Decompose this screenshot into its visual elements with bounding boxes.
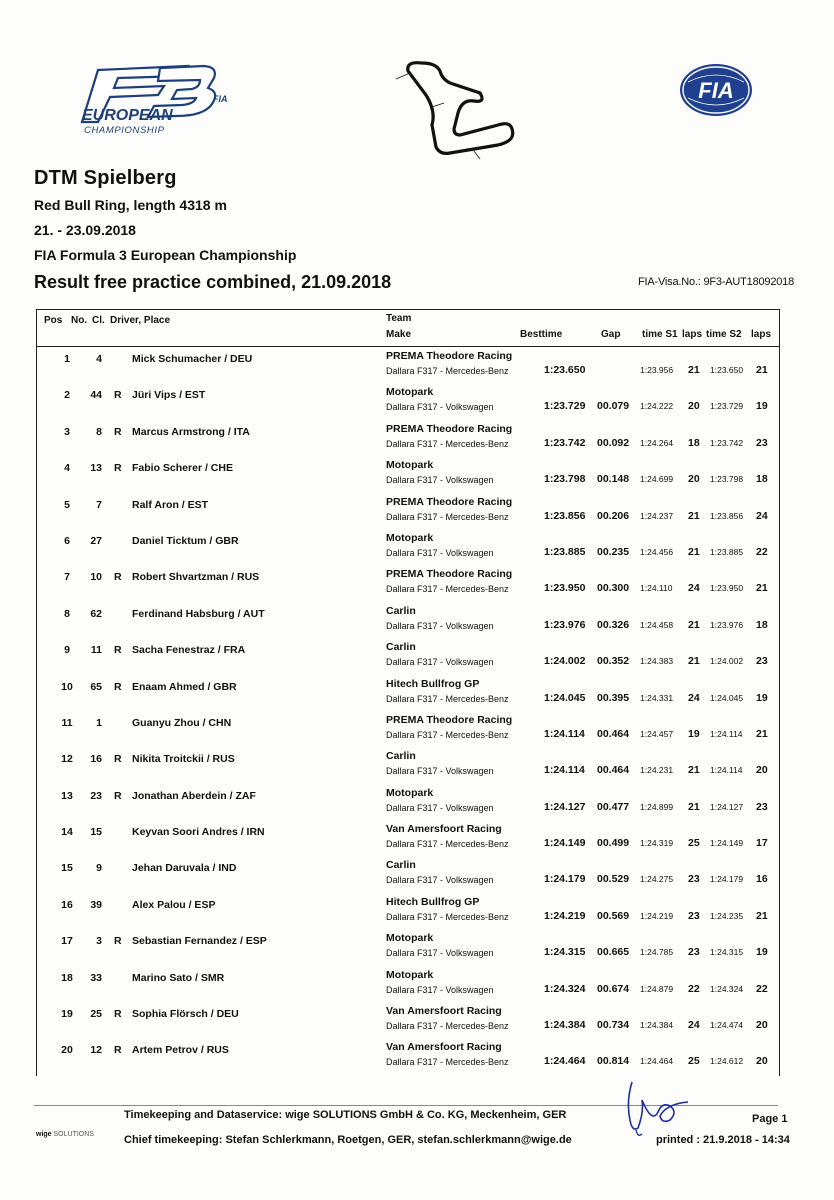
cell-laps: 18 bbox=[756, 618, 768, 631]
cell-driver: Daniel Ticktum / GBR bbox=[132, 534, 239, 547]
series-name: FIA Formula 3 European Championship bbox=[34, 247, 297, 263]
cell-driver: Alex Palou / ESP bbox=[132, 898, 216, 911]
header-cl: Cl. bbox=[92, 315, 105, 326]
cell-time-s2: 1:24.127 bbox=[710, 801, 744, 812]
cell-gap: 00.464 bbox=[597, 727, 630, 740]
cell-laps: 22 bbox=[756, 545, 768, 558]
cell-position: 8 bbox=[64, 607, 70, 620]
cell-time-s2: 1:24.002 bbox=[710, 656, 744, 667]
cell-team: Motopark bbox=[386, 459, 434, 472]
table-row bbox=[36, 638, 780, 674]
cell-s1-laps: 21 bbox=[688, 618, 700, 631]
cell-time-s1: 1:23.956 bbox=[640, 365, 674, 375]
cell-car-number: 65 bbox=[90, 680, 102, 693]
cell-driver: Keyvan Soori Andres / IRN bbox=[132, 826, 265, 839]
cell-gap: 00.464 bbox=[597, 764, 630, 777]
cell-car-number: 10 bbox=[90, 571, 102, 584]
cell-s1-laps: 21 bbox=[688, 764, 700, 777]
cell-car-number: 3 bbox=[96, 935, 102, 948]
cell-besttime: 1:24.315 bbox=[544, 946, 586, 959]
cell-time-s2: 1:24.179 bbox=[710, 874, 744, 885]
table-row bbox=[36, 856, 780, 892]
cell-besttime: 1:23.650 bbox=[544, 364, 586, 376]
cell-position: 5 bbox=[64, 498, 70, 511]
cell-car-number: 7 bbox=[96, 498, 102, 511]
fia-visa-number: FIA-Visa.No.: 9F3-AUT18092018 bbox=[638, 276, 795, 288]
cell-laps: 20 bbox=[756, 764, 768, 777]
wige-logo bbox=[36, 1131, 94, 1138]
cell-time-s1: 1:24.331 bbox=[640, 692, 674, 703]
cell-time-s2: 1:24.612 bbox=[710, 1056, 744, 1067]
header-team: Team bbox=[386, 313, 412, 324]
cell-class: R bbox=[114, 680, 122, 693]
cell-driver: Jüri Vips / EST bbox=[132, 389, 206, 402]
cell-gap: 00.300 bbox=[597, 582, 630, 595]
cell-time-s2: 1:24.235 bbox=[710, 910, 744, 921]
cell-car-number: 12 bbox=[90, 1044, 102, 1057]
cell-time-s1: 1:24.222 bbox=[640, 401, 674, 412]
cell-gap: 00.665 bbox=[597, 946, 630, 959]
header-time-s2: time S2 bbox=[706, 329, 742, 340]
cell-position: 13 bbox=[61, 789, 73, 802]
header-besttime: Besttime bbox=[520, 329, 563, 340]
cell-team: PREMA Theodore Racing bbox=[386, 713, 513, 726]
cell-driver: Sophia Flörsch / DEU bbox=[132, 1008, 239, 1021]
cell-position: 14 bbox=[61, 826, 73, 839]
cell-class: R bbox=[114, 389, 122, 402]
cell-class: R bbox=[114, 935, 122, 948]
cell-gap: 00.079 bbox=[597, 400, 630, 413]
event-dates: 21. - 23.09.2018 bbox=[34, 222, 136, 238]
cell-laps: 23 bbox=[756, 800, 768, 813]
cell-time-s1: 1:24.237 bbox=[640, 510, 674, 521]
cell-car-number: 62 bbox=[90, 607, 102, 620]
cell-laps: 19 bbox=[756, 691, 768, 704]
cell-besttime: 1:23.950 bbox=[544, 582, 586, 595]
table-row bbox=[36, 929, 780, 965]
cell-time-s2: 1:24.114 bbox=[710, 728, 743, 739]
cell-gap: 00.092 bbox=[597, 436, 630, 449]
cell-time-s1: 1:24.457 bbox=[640, 728, 674, 739]
cell-time-s1: 1:24.231 bbox=[640, 765, 674, 776]
table-row bbox=[36, 966, 780, 1002]
cell-driver: Jonathan Aberdein / ZAF bbox=[132, 789, 256, 802]
event-title: DTM Spielberg bbox=[34, 167, 177, 189]
table-row bbox=[36, 420, 780, 456]
table-row bbox=[36, 711, 780, 747]
cell-car-number: 27 bbox=[90, 534, 102, 547]
cell-time-s2: 1:23.729 bbox=[710, 401, 744, 412]
cell-class: R bbox=[114, 644, 122, 657]
cell-team: Carlin bbox=[386, 641, 416, 654]
cell-position: 2 bbox=[64, 389, 70, 402]
cell-driver: Enaam Ahmed / GBR bbox=[132, 680, 237, 693]
cell-position: 10 bbox=[61, 680, 73, 693]
cell-besttime: 1:23.729 bbox=[544, 400, 586, 413]
cell-laps: 21 bbox=[756, 364, 768, 376]
fia-logo-text: FIA bbox=[698, 78, 734, 103]
cell-position: 16 bbox=[61, 898, 73, 911]
cell-position: 15 bbox=[61, 862, 73, 875]
cell-car-number: 23 bbox=[90, 789, 102, 802]
cell-s1-laps: 21 bbox=[688, 364, 700, 376]
cell-position: 12 bbox=[61, 753, 73, 766]
table-row bbox=[36, 820, 780, 856]
cell-driver: Guanyu Zhou / CHN bbox=[132, 716, 232, 729]
cell-make: Dallara F317 - Volkswagen bbox=[386, 402, 494, 413]
timekeeping-info: Timekeeping and Dataservice: wige SOLUTIONS GmbH & Co. KG, Meckenheim, GER bbox=[124, 1109, 567, 1121]
table-row bbox=[36, 529, 780, 565]
cell-time-s1: 1:24.464 bbox=[640, 1056, 674, 1067]
cell-class: R bbox=[114, 425, 122, 438]
cell-besttime: 1:24.464 bbox=[544, 1055, 586, 1068]
cell-team: PREMA Theodore Racing bbox=[386, 495, 513, 508]
cell-laps: 23 bbox=[756, 436, 768, 449]
header-pos: Pos bbox=[44, 315, 63, 326]
cell-team: Van Amersfoort Racing bbox=[386, 823, 502, 836]
cell-position: 9 bbox=[64, 644, 70, 657]
header-make: Make bbox=[386, 329, 412, 340]
cell-besttime: 1:23.856 bbox=[544, 509, 586, 522]
cell-time-s1: 1:24.219 bbox=[640, 910, 674, 921]
cell-s1-laps: 20 bbox=[688, 400, 700, 413]
cell-driver: Sebastian Fernandez / ESP bbox=[132, 935, 267, 948]
cell-besttime: 1:24.045 bbox=[544, 691, 586, 704]
cell-car-number: 13 bbox=[90, 462, 102, 475]
cell-class: R bbox=[114, 571, 122, 584]
cell-besttime: 1:23.798 bbox=[544, 473, 586, 486]
cell-gap: 00.814 bbox=[597, 1055, 630, 1068]
cell-time-s1: 1:24.384 bbox=[640, 1020, 674, 1031]
cell-laps: 19 bbox=[756, 400, 768, 413]
cell-gap: 00.352 bbox=[597, 655, 630, 668]
track-map-icon bbox=[370, 55, 530, 170]
cell-driver: Nikita Troitckii / RUS bbox=[132, 753, 235, 766]
cell-s1-laps: 24 bbox=[688, 691, 700, 704]
cell-driver: Marino Sato / SMR bbox=[132, 971, 225, 984]
results-table-body bbox=[36, 347, 780, 1075]
header-gap: Gap bbox=[601, 329, 621, 340]
cell-laps: 20 bbox=[756, 1019, 768, 1032]
cell-make: Dallara F317 - Mercedes-Benz bbox=[386, 511, 509, 522]
cell-besttime: 1:24.127 bbox=[544, 800, 586, 813]
cell-s1-laps: 23 bbox=[688, 873, 700, 886]
cell-car-number: 15 bbox=[90, 826, 102, 839]
logo-word-european: EUROPEAN bbox=[82, 107, 173, 124]
cell-make: Dallara F317 - Mercedes-Benz bbox=[386, 693, 509, 704]
cell-time-s1: 1:24.899 bbox=[640, 801, 674, 812]
cell-time-s2: 1:24.045 bbox=[710, 692, 744, 703]
cell-driver: Artem Petrov / RUS bbox=[132, 1044, 229, 1057]
cell-position: 18 bbox=[61, 971, 73, 984]
cell-s1-laps: 21 bbox=[688, 545, 700, 558]
cell-besttime: 1:24.219 bbox=[544, 909, 586, 922]
cell-driver: Marcus Armstrong / ITA bbox=[132, 425, 250, 438]
cell-make: Dallara F317 - Mercedes-Benz bbox=[386, 1057, 509, 1068]
cell-laps: 19 bbox=[756, 946, 768, 959]
cell-laps: 16 bbox=[756, 873, 768, 886]
cell-s1-laps: 21 bbox=[688, 509, 700, 522]
cell-laps: 21 bbox=[756, 582, 768, 595]
header-time-s1: time S1 bbox=[642, 329, 678, 340]
cell-driver: Jehan Daruvala / IND bbox=[132, 862, 237, 875]
cell-gap: 00.235 bbox=[597, 545, 630, 558]
cell-make: Dallara F317 - Mercedes-Benz bbox=[386, 1021, 509, 1032]
cell-make: Dallara F317 - Volkswagen bbox=[386, 948, 494, 959]
cell-team: PREMA Theodore Racing bbox=[386, 350, 513, 362]
cell-besttime: 1:24.114 bbox=[544, 727, 585, 740]
cell-driver: Mick Schumacher / DEU bbox=[132, 353, 253, 365]
cell-position: 6 bbox=[64, 534, 70, 547]
cell-laps: 21 bbox=[756, 727, 768, 740]
cell-time-s1: 1:24.383 bbox=[640, 656, 674, 667]
cell-s1-laps: 24 bbox=[688, 582, 700, 595]
cell-s1-laps: 22 bbox=[688, 982, 700, 995]
cell-s1-laps: 24 bbox=[688, 1019, 700, 1032]
cell-team: Van Amersfoort Racing bbox=[386, 1041, 502, 1054]
cell-gap: 00.148 bbox=[597, 473, 630, 486]
cell-s1-laps: 18 bbox=[688, 436, 700, 449]
printed-timestamp: printed : 21.9.2018 - 14:34 bbox=[656, 1134, 790, 1146]
cell-make: Dallara F317 - Volkswagen bbox=[386, 547, 494, 558]
cell-make: Dallara F317 - Mercedes-Benz bbox=[386, 366, 509, 376]
cell-time-s2: 1:24.114 bbox=[710, 765, 743, 776]
cell-time-s2: 1:24.149 bbox=[710, 838, 744, 849]
venue-info: Red Bull Ring, length 4318 m bbox=[34, 197, 227, 213]
cell-time-s2: 1:23.856 bbox=[710, 510, 744, 521]
cell-time-s1: 1:24.785 bbox=[640, 947, 674, 958]
table-row bbox=[36, 1002, 780, 1038]
table-row bbox=[36, 1038, 780, 1074]
cell-driver: Sacha Fenestraz / FRA bbox=[132, 644, 246, 657]
cell-team: Motopark bbox=[386, 386, 434, 399]
cell-car-number: 16 bbox=[90, 753, 102, 766]
cell-team: Carlin bbox=[386, 604, 416, 617]
cell-driver: Ralf Aron / EST bbox=[132, 498, 209, 511]
cell-gap: 00.674 bbox=[597, 982, 630, 995]
cell-position: 20 bbox=[61, 1044, 73, 1057]
cell-driver: Fabio Scherer / CHE bbox=[132, 462, 233, 475]
cell-position: 4 bbox=[64, 462, 70, 475]
cell-class: R bbox=[114, 789, 122, 802]
cell-besttime: 1:23.742 bbox=[544, 436, 586, 449]
cell-make: Dallara F317 - Mercedes-Benz bbox=[386, 584, 509, 595]
cell-gap: 00.569 bbox=[597, 909, 630, 922]
header-laps: laps bbox=[751, 329, 772, 340]
session-title: Result free practice combined, 21.09.2018 bbox=[34, 272, 392, 292]
cell-besttime: 1:24.324 bbox=[544, 982, 586, 995]
cell-time-s1: 1:24.458 bbox=[640, 619, 674, 630]
cell-time-s2: 1:23.885 bbox=[710, 546, 744, 557]
cell-team: PREMA Theodore Racing bbox=[386, 568, 513, 581]
logo-fia-small: FIA bbox=[213, 94, 228, 104]
f3-european-championship-logo bbox=[68, 62, 238, 142]
wige-suffix: SOLUTIONS bbox=[53, 1131, 94, 1138]
cell-time-s2: 1:24.324 bbox=[710, 983, 744, 994]
table-row bbox=[36, 602, 780, 638]
cell-laps: 20 bbox=[756, 1055, 768, 1068]
cell-car-number: 8 bbox=[96, 425, 102, 438]
cell-besttime: 1:24.384 bbox=[544, 1019, 586, 1032]
header-s1-laps: laps bbox=[682, 329, 703, 340]
cell-team: Carlin bbox=[386, 859, 416, 872]
cell-gap: 00.395 bbox=[597, 691, 630, 704]
cell-laps: 21 bbox=[756, 909, 768, 922]
cell-gap: 00.206 bbox=[597, 509, 630, 522]
cell-gap: 00.326 bbox=[597, 618, 630, 631]
cell-besttime: 1:24.114 bbox=[544, 764, 585, 777]
cell-car-number: 9 bbox=[96, 862, 102, 875]
cell-s1-laps: 19 bbox=[688, 727, 700, 740]
cell-time-s2: 1:23.742 bbox=[710, 437, 744, 448]
cell-class: R bbox=[114, 1044, 122, 1057]
cell-s1-laps: 20 bbox=[688, 473, 700, 486]
table-row bbox=[36, 893, 780, 929]
cell-time-s1: 1:24.879 bbox=[640, 983, 674, 994]
cell-time-s2: 1:23.650 bbox=[710, 365, 744, 375]
cell-time-s2: 1:24.315 bbox=[710, 947, 744, 958]
table-row bbox=[36, 565, 780, 601]
cell-class: R bbox=[114, 462, 122, 475]
fia-logo bbox=[676, 60, 756, 120]
cell-make: Dallara F317 - Volkswagen bbox=[386, 875, 494, 886]
cell-make: Dallara F317 - Volkswagen bbox=[386, 475, 494, 486]
cell-driver: Ferdinand Habsburg / AUT bbox=[132, 607, 265, 620]
cell-besttime: 1:23.976 bbox=[544, 618, 586, 631]
cell-car-number: 39 bbox=[90, 898, 102, 911]
cell-make: Dallara F317 - Volkswagen bbox=[386, 620, 494, 631]
cell-make: Dallara F317 - Mercedes-Benz bbox=[386, 729, 509, 740]
wige-brand: wige bbox=[36, 1131, 52, 1138]
cell-team: Hitech Bullfrog GP bbox=[386, 677, 480, 690]
page-number: Page 1 bbox=[752, 1113, 788, 1125]
cell-make: Dallara F317 - Mercedes-Benz bbox=[386, 911, 509, 922]
cell-laps: 24 bbox=[756, 509, 768, 522]
cell-class: R bbox=[114, 753, 122, 766]
cell-car-number: 1 bbox=[96, 716, 102, 729]
logo-word-championship: CHAMPIONSHIP bbox=[84, 125, 165, 136]
cell-car-number: 4 bbox=[96, 353, 102, 365]
table-row bbox=[36, 383, 780, 419]
table-row bbox=[36, 493, 780, 529]
cell-car-number: 33 bbox=[90, 971, 102, 984]
cell-time-s1: 1:24.275 bbox=[640, 874, 674, 885]
cell-position: 3 bbox=[64, 425, 70, 438]
cell-team: Motopark bbox=[386, 968, 434, 981]
cell-position: 11 bbox=[61, 716, 73, 729]
cell-driver: Robert Shvartzman / RUS bbox=[132, 571, 260, 584]
cell-time-s1: 1:24.699 bbox=[640, 474, 674, 485]
cell-make: Dallara F317 - Volkswagen bbox=[386, 984, 494, 995]
table-row bbox=[36, 456, 780, 492]
cell-team: Motopark bbox=[386, 531, 434, 544]
cell-besttime: 1:23.885 bbox=[544, 545, 586, 558]
signature bbox=[612, 1072, 692, 1142]
cell-s1-laps: 25 bbox=[688, 1055, 700, 1068]
cell-team: Hitech Bullfrog GP bbox=[386, 895, 480, 908]
cell-besttime: 1:24.179 bbox=[544, 873, 586, 886]
cell-make: Dallara F317 - Volkswagen bbox=[386, 657, 494, 668]
cell-gap: 00.529 bbox=[597, 873, 630, 886]
cell-time-s2: 1:23.976 bbox=[710, 619, 744, 630]
table-row bbox=[36, 675, 780, 711]
cell-gap: 00.499 bbox=[597, 837, 630, 850]
cell-car-number: 25 bbox=[90, 1008, 102, 1021]
cell-position: 7 bbox=[64, 571, 70, 584]
cell-make: Dallara F317 - Volkswagen bbox=[386, 802, 494, 813]
cell-team: Van Amersfoort Racing bbox=[386, 1005, 502, 1018]
cell-time-s2: 1:23.798 bbox=[710, 474, 744, 485]
cell-team: Motopark bbox=[386, 786, 434, 799]
header-no: No. bbox=[71, 315, 88, 326]
cell-laps: 22 bbox=[756, 982, 768, 995]
cell-gap: 00.477 bbox=[597, 800, 630, 813]
cell-besttime: 1:24.149 bbox=[544, 837, 586, 850]
cell-laps: 17 bbox=[756, 837, 768, 850]
cell-time-s1: 1:24.264 bbox=[640, 437, 674, 448]
table-row bbox=[36, 747, 780, 783]
cell-team: PREMA Theodore Racing bbox=[386, 422, 513, 435]
cell-team: Motopark bbox=[386, 932, 434, 945]
cell-laps: 23 bbox=[756, 655, 768, 668]
cell-position: 17 bbox=[61, 935, 73, 948]
cell-besttime: 1:24.002 bbox=[544, 655, 586, 668]
cell-time-s2: 1:23.950 bbox=[710, 583, 744, 594]
cell-position: 19 bbox=[61, 1008, 73, 1021]
cell-gap: 00.734 bbox=[597, 1019, 630, 1032]
cell-s1-laps: 21 bbox=[688, 655, 700, 668]
cell-s1-laps: 21 bbox=[688, 800, 700, 813]
cell-time-s1: 1:24.110 bbox=[640, 583, 673, 594]
cell-position: 1 bbox=[64, 353, 70, 365]
header-driver: Driver, Place bbox=[110, 315, 171, 326]
cell-s1-laps: 25 bbox=[688, 837, 700, 850]
cell-s1-laps: 23 bbox=[688, 909, 700, 922]
cell-time-s1: 1:24.456 bbox=[640, 546, 674, 557]
cell-team: Carlin bbox=[386, 750, 416, 763]
cell-s1-laps: 23 bbox=[688, 946, 700, 959]
chief-timekeeping-info: Chief timekeeping: Stefan Schlerkmann, Roetgen, GER, stefan.schlerkmann@wige.de bbox=[124, 1134, 572, 1146]
results-table-header bbox=[36, 309, 780, 347]
cell-laps: 18 bbox=[756, 473, 768, 486]
cell-car-number: 44 bbox=[90, 389, 102, 402]
cell-car-number: 11 bbox=[90, 644, 102, 657]
table-row bbox=[36, 784, 780, 820]
cell-make: Dallara F317 - Mercedes-Benz bbox=[386, 839, 509, 850]
table-row bbox=[36, 347, 780, 383]
cell-make: Dallara F317 - Volkswagen bbox=[386, 766, 494, 777]
cell-time-s2: 1:24.474 bbox=[710, 1020, 744, 1031]
cell-time-s1: 1:24.319 bbox=[640, 838, 674, 849]
cell-class: R bbox=[114, 1008, 122, 1021]
cell-make: Dallara F317 - Mercedes-Benz bbox=[386, 438, 509, 449]
